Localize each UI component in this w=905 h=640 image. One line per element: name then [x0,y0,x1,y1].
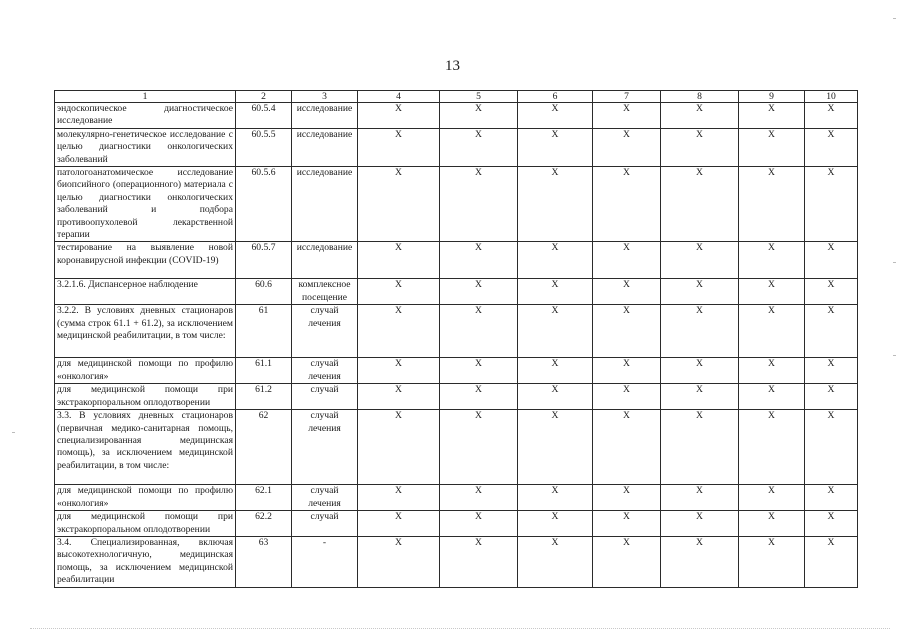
x-mark-cell: X [661,410,739,485]
x-mark-cell: X [593,279,661,305]
x-mark-cell: X [661,242,739,279]
x-mark-cell: X [358,511,440,537]
x-mark-cell: X [440,128,518,166]
x-mark-cell: X [440,167,518,242]
row-code-cell: 62.2 [236,511,292,537]
x-mark-cell: X [358,410,440,485]
row-code-cell: 62.1 [236,485,292,511]
x-mark-cell: X [518,410,593,485]
x-mark-cell: X [518,511,593,537]
row-unit-cell: комплексное посещение [292,279,358,305]
row-code-cell: 63 [236,536,292,587]
x-mark-cell: X [593,410,661,485]
x-mark-cell: X [593,128,661,166]
row-name-cell: для медицинской помощи при экстракорпоральном оплодотворении [55,384,236,410]
x-mark-cell: X [358,384,440,410]
column-header: 10 [805,91,858,103]
table-row [55,279,858,305]
x-mark-cell: X [593,242,661,279]
row-name-cell: 3.2.1.6. Диспансерное наблюдение [55,279,236,305]
x-mark-cell: X [593,511,661,537]
x-mark-cell: X [358,485,440,511]
row-code-cell: 61.2 [236,384,292,410]
x-mark-cell: X [805,128,858,166]
x-mark-cell: X [739,242,805,279]
x-mark-cell: X [358,305,440,358]
column-header: 4 [358,91,440,103]
table-row [55,410,858,485]
column-header: 9 [739,91,805,103]
x-mark-cell: X [440,536,518,587]
x-mark-cell: X [518,242,593,279]
data-table [54,90,858,588]
column-header: 1 [55,91,236,103]
x-mark-cell: X [358,242,440,279]
x-mark-cell: X [739,279,805,305]
table-row [55,128,858,166]
x-mark-cell: X [805,167,858,242]
x-mark-cell: X [518,384,593,410]
table-row [55,103,858,129]
table-row [55,536,858,587]
x-mark-cell: X [661,305,739,358]
row-unit-cell: случай лечения [292,305,358,358]
column-header: 3 [292,91,358,103]
x-mark-cell: X [518,167,593,242]
x-mark-cell: X [661,485,739,511]
column-header: 2 [236,91,292,103]
x-mark-cell: X [358,358,440,384]
row-name-cell: эндоскопическое диагностическое исследование [55,103,236,129]
column-header: 6 [518,91,593,103]
row-code-cell: 61 [236,305,292,358]
x-mark-cell: X [440,485,518,511]
x-mark-cell: X [661,167,739,242]
x-mark-cell: X [358,128,440,166]
row-name-cell: 3.4. Специализированная, включая высокотехнологичную, медицинская помощь, за исключением медицинской реабилитации [55,536,236,587]
scan-mark [893,262,896,263]
x-mark-cell: X [805,384,858,410]
x-mark-cell: X [518,103,593,129]
x-mark-cell: X [518,536,593,587]
x-mark-cell: X [593,358,661,384]
x-mark-cell: X [739,128,805,166]
x-mark-cell: X [739,167,805,242]
row-unit-cell: исследование [292,128,358,166]
x-mark-cell: X [661,128,739,166]
column-header: 8 [661,91,739,103]
row-code-cell: 60.5.5 [236,128,292,166]
x-mark-cell: X [739,410,805,485]
x-mark-cell: X [358,536,440,587]
x-mark-cell: X [661,279,739,305]
row-unit-cell: случай лечения [292,410,358,485]
x-mark-cell: X [518,305,593,358]
x-mark-cell: X [805,511,858,537]
row-name-cell: для медицинской помощи при экстракорпоральном оплодотворении [55,511,236,537]
x-mark-cell: X [593,103,661,129]
x-mark-cell: X [440,384,518,410]
x-mark-cell: X [518,485,593,511]
row-code-cell: 60.5.4 [236,103,292,129]
row-unit-cell: исследование [292,103,358,129]
scan-artifact-dots [30,628,890,631]
row-name-cell: тестирование на выявление новой коронавирусной инфекции (COVID-19) [55,242,236,279]
row-code-cell: 60.6 [236,279,292,305]
x-mark-cell: X [739,384,805,410]
page-number: 13 [445,58,460,74]
x-mark-cell: X [440,279,518,305]
scan-mark [893,18,896,19]
table-row [55,384,858,410]
row-code-cell: 61.1 [236,358,292,384]
x-mark-cell: X [805,305,858,358]
x-mark-cell: X [661,358,739,384]
row-code-cell: 60.5.7 [236,242,292,279]
x-mark-cell: X [661,536,739,587]
table-row [55,485,858,511]
row-name-cell: для медицинской помощи по профилю «онкология» [55,358,236,384]
x-mark-cell: X [440,358,518,384]
row-name-cell: 3.3. В условиях дневных стационаров (первичная медико-санитарная помощь, специализированная медицинская помощь), за исключением медицинской реабилитации, в том числе: [55,410,236,485]
x-mark-cell: X [805,103,858,129]
x-mark-cell: X [661,511,739,537]
x-mark-cell: X [358,167,440,242]
x-mark-cell: X [358,279,440,305]
x-mark-cell: X [739,511,805,537]
row-unit-cell: случай [292,511,358,537]
row-code-cell: 60.5.6 [236,167,292,242]
x-mark-cell: X [518,358,593,384]
x-mark-cell: X [739,305,805,358]
x-mark-cell: X [661,103,739,129]
x-mark-cell: X [440,242,518,279]
row-unit-cell: случай лечения [292,358,358,384]
x-mark-cell: X [518,279,593,305]
table-row [55,305,858,358]
row-name-cell: 3.2.2. В условиях дневных стационаров (сумма строк 61.1 + 61.2), за исключением медицинской реабилитации, в том числе: [55,305,236,358]
row-unit-cell: случай [292,384,358,410]
row-unit-cell: исследование [292,242,358,279]
row-unit-cell: исследование [292,167,358,242]
x-mark-cell: X [593,384,661,410]
x-mark-cell: X [805,410,858,485]
x-mark-cell: X [739,485,805,511]
x-mark-cell: X [805,536,858,587]
x-mark-cell: X [440,410,518,485]
x-mark-cell: X [593,485,661,511]
x-mark-cell: X [593,167,661,242]
x-mark-cell: X [739,103,805,129]
column-header: 7 [593,91,661,103]
x-mark-cell: X [805,485,858,511]
row-name-cell: патологоанатомическое исследование биопсийного (операционного) материала с целью диагностики онкологических заболеваний и подбора противоопухолевой лекарственной терапии [55,167,236,242]
x-mark-cell: X [805,279,858,305]
x-mark-cell: X [661,384,739,410]
x-mark-cell: X [518,128,593,166]
table-row [55,511,858,537]
row-code-cell: 62 [236,410,292,485]
table-row [55,358,858,384]
row-name-cell: молекулярно-генетическое исследование с целью диагностики онкологических заболеваний [55,128,236,166]
x-mark-cell: X [805,358,858,384]
scan-mark [893,355,896,356]
x-mark-cell: X [440,511,518,537]
x-mark-cell: X [593,305,661,358]
x-mark-cell: X [440,103,518,129]
table-row [55,242,858,279]
x-mark-cell: X [358,103,440,129]
row-unit-cell: случай лечения [292,485,358,511]
scan-mark [12,432,15,433]
x-mark-cell: X [805,242,858,279]
row-name-cell: для медицинской помощи по профилю «онкология» [55,485,236,511]
table-row [55,167,858,242]
x-mark-cell: X [739,358,805,384]
row-unit-cell: - [292,536,358,587]
header-row [55,91,858,103]
column-header: 5 [440,91,518,103]
x-mark-cell: X [739,536,805,587]
x-mark-cell: X [593,536,661,587]
x-mark-cell: X [440,305,518,358]
